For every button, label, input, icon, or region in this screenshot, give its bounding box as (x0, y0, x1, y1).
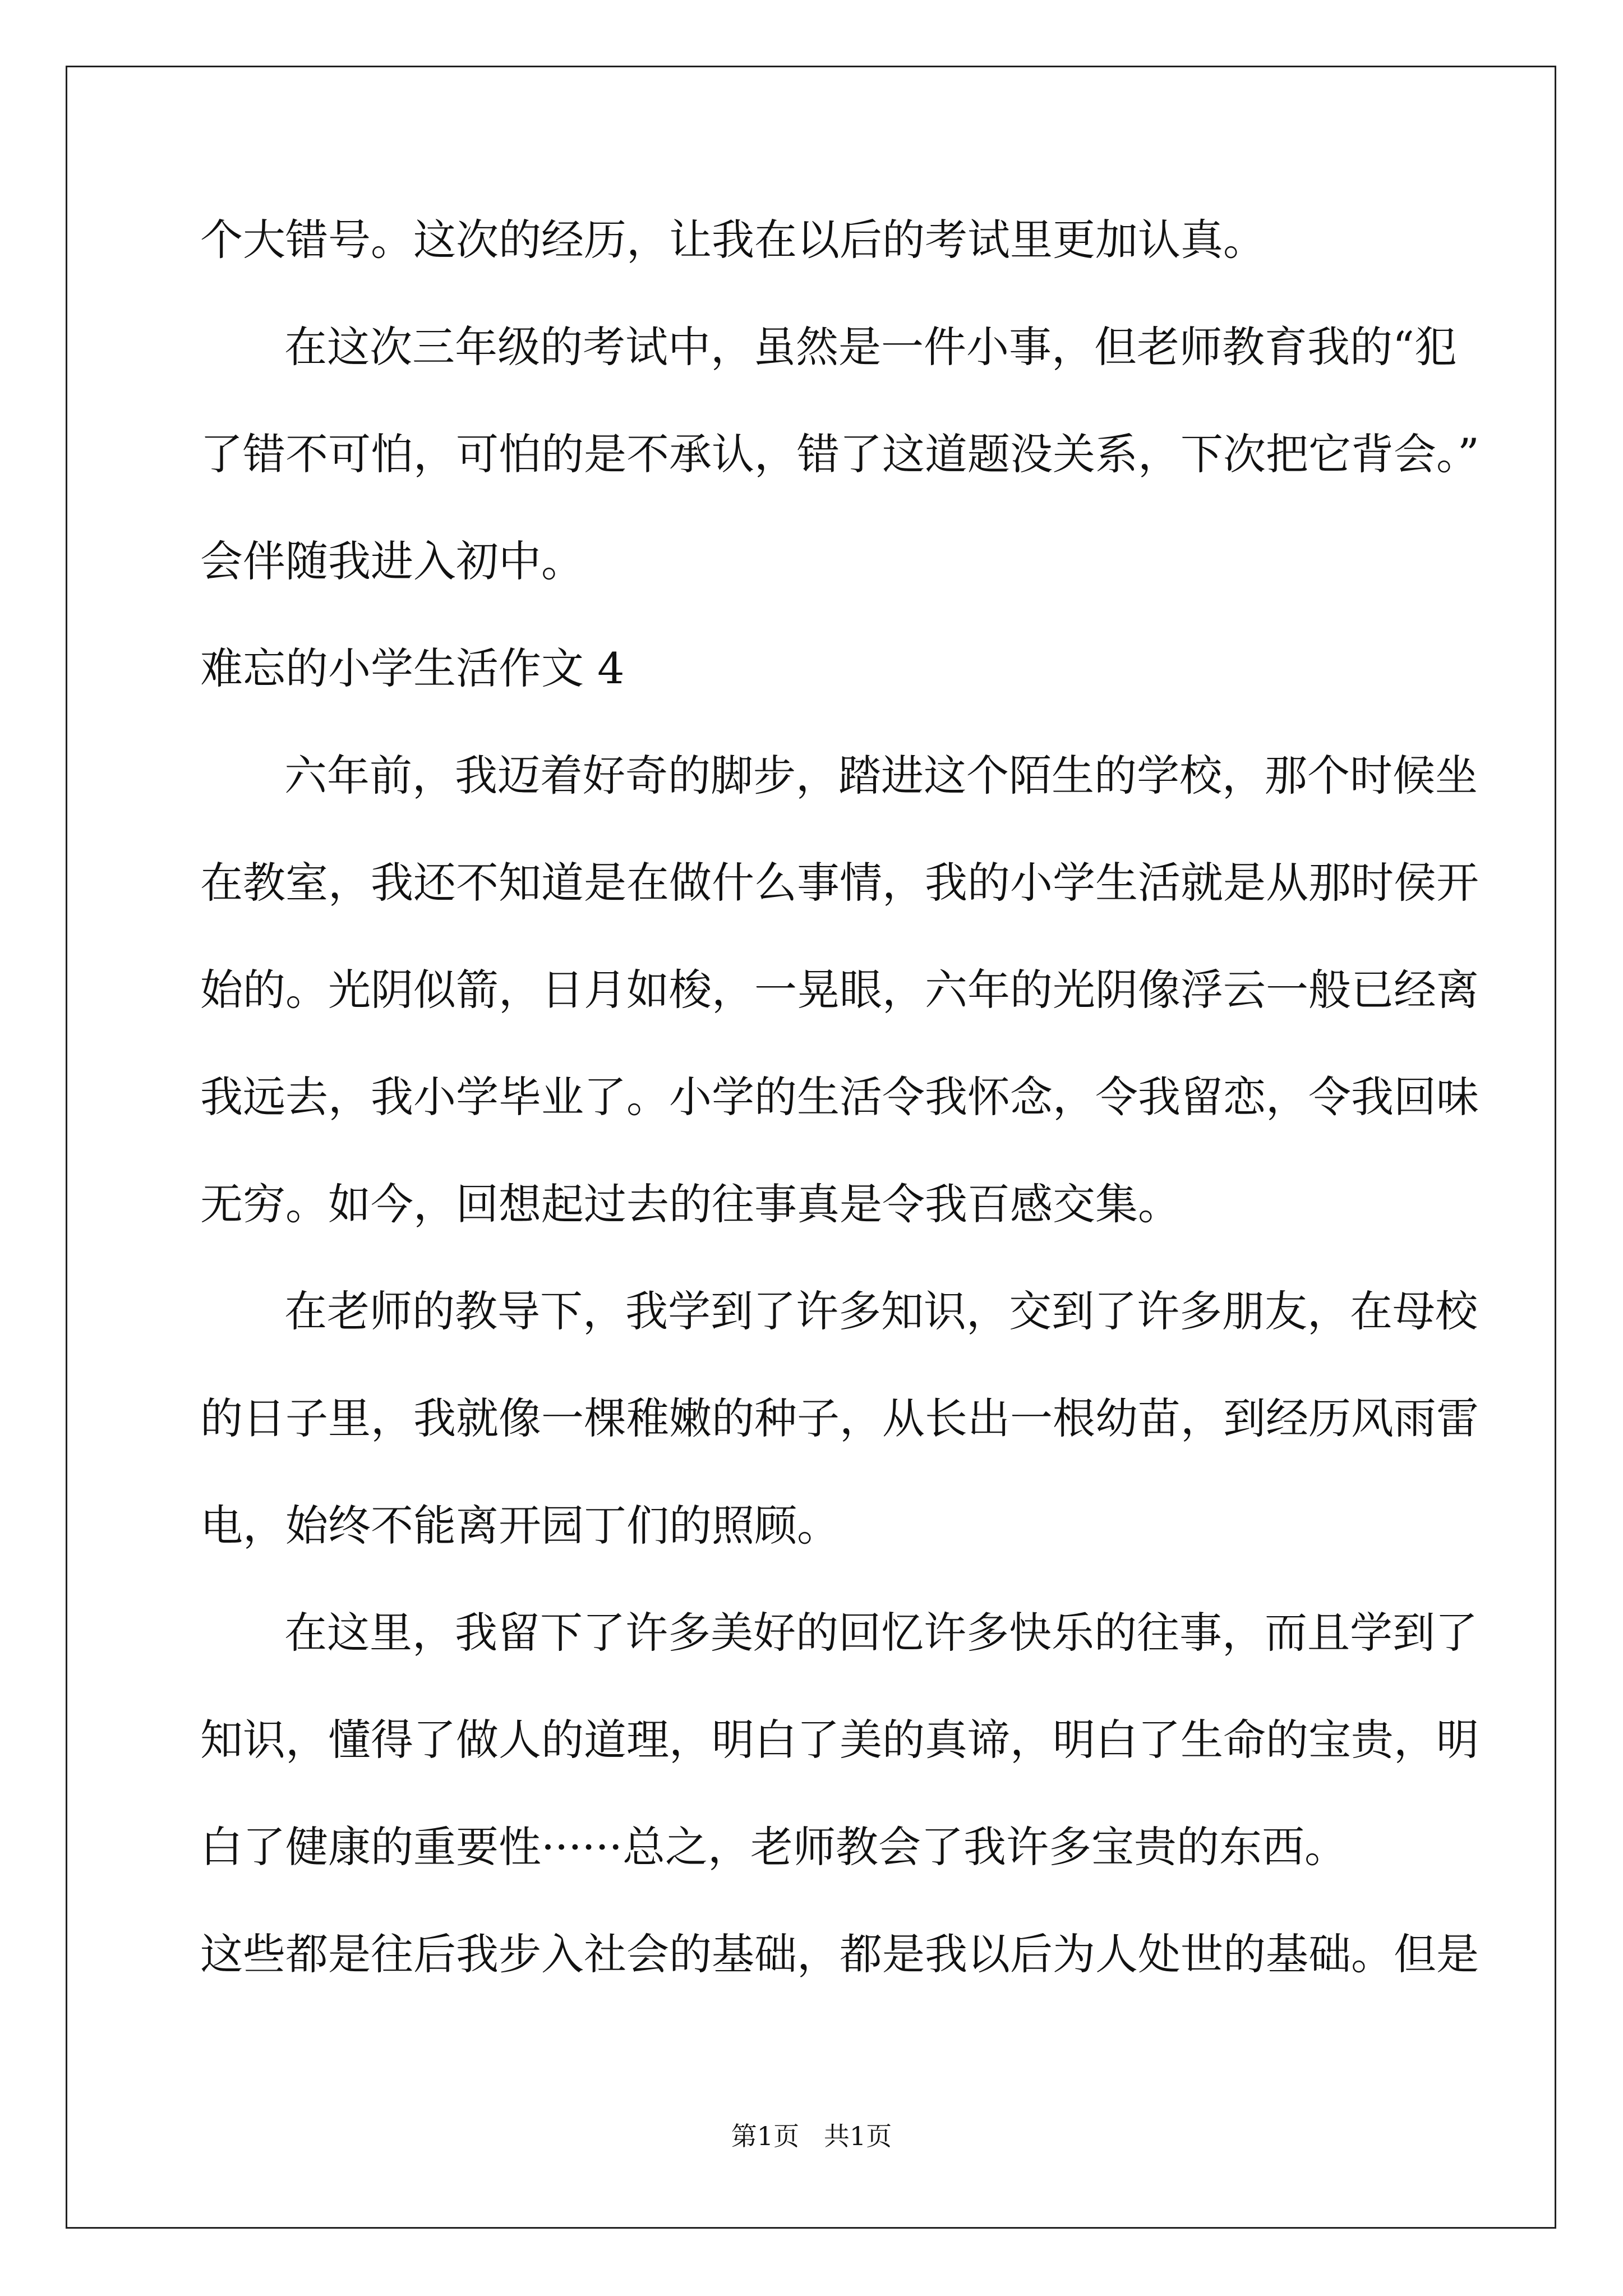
page-footer: 第1页 共1页 (731, 2121, 892, 2151)
text-line-13: 电，始终不能离开园丁们的照顾。 (200, 1501, 840, 1550)
text-line-7: 在教室，我还不知道是在做什么事情，我的小学生活就是从那时侯开 (200, 858, 1479, 908)
text-line-10: 无穷。如今，回想起过去的往事真是令我百感交集。 (200, 1179, 1181, 1229)
text-line-12: 的日子里，我就像一棵稚嫩的种子，从长出一根幼苗，到经历风雨雷 (200, 1393, 1479, 1443)
text-line-8: 始的。光阴似箭，日月如梭，一晃眼，六年的光阴像浮云一般已经离 (200, 965, 1479, 1015)
text-line-9: 我远去，我小学毕业了。小学的生活令我怀念，令我留恋，令我回味 (200, 1072, 1479, 1122)
text-line-11: 在老师的教导下，我学到了许多知识，交到了许多朋友，在母校 (284, 1286, 1478, 1336)
text-line-1: 个大错号。这次的经历，让我在以后的考试里更加认真。 (200, 215, 1266, 265)
text-line-3: 了错不可怕，可怕的是不承认，错了这道题没关系，下次把它背会。” (200, 429, 1479, 479)
text-line-6: 六年前，我迈着好奇的脚步，踏进这个陌生的学校，那个时候坐 (284, 751, 1478, 800)
section-heading: 难忘的小学生活作文 4 (200, 643, 625, 693)
text-line-15: 知识，懂得了做人的道理，明白了美的真谛，明白了生命的宝贵，明 (200, 1715, 1479, 1765)
page-border (66, 66, 1556, 2229)
text-line-4: 会伴随我进入初中。 (200, 536, 584, 586)
text-line-16: 白了健康的重要性······总之，老师教会了我许多宝贵的东西。 (200, 1822, 1347, 1872)
text-line-17: 这些都是往后我步入社会的基础，都是我以后为人处世的基础。但是 (200, 1929, 1479, 1979)
text-line-14: 在这里，我留下了许多美好的回忆许多快乐的往事，而且学到了 (284, 1608, 1478, 1658)
text-line-2: 在这次三年级的考试中，虽然是一件小事，但老师教育我的“犯 (284, 322, 1457, 372)
